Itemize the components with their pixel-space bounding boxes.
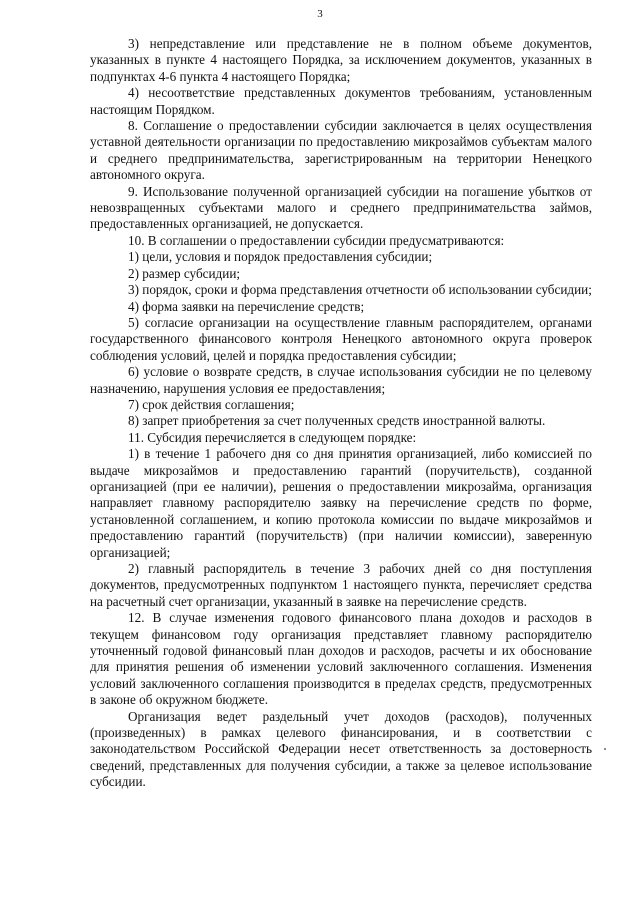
paragraph: 5) согласие организации на осуществление главным распорядителем, органами государственного финансового контроля Ненецкого автономного округа проверок соблюдения условий, целей и порядка предоставления субсидии; bbox=[90, 314, 592, 363]
paragraph: 9. Использование полученной организацией субсидии на погашение убытков от невозвращенных субъектами малого и среднего предпринимательства займов, предоставленных организацией, не допускается. bbox=[90, 183, 592, 232]
paragraph: 12. В случае изменения годового финансового плана доходов и расходов в текущем финансовом году организация представляет главному распорядителю уточненный годовой финансовый план доходов и расходов, расчеты и их обоснование для принятия решения об изменении условий заключенного соглашения. Изменения условий заключенного соглашения производится в пределах средств, предусмотренных в законе об окружном бюджете. bbox=[90, 610, 592, 708]
paragraph: 4) несоответствие представленных документов требованиям, установленным настоящим Порядком. bbox=[90, 85, 592, 117]
page-number: 3 bbox=[317, 8, 323, 20]
paragraph: 2) размер субсидии; bbox=[128, 265, 241, 281]
paragraph: 6) условие о возврате средств, в случае использования субсидии не по целевому назначению, нарушения условия ее предоставления; bbox=[90, 364, 592, 396]
paragraph: 1) в течение 1 рабочего дня со дня принятия организацией, либо комиссией по выдаче микрозаймов и предоставлению гарантий (поручительств), созданной организацией (при ее наличии), решения о предоставлении микрозайма, организация направляет главному распорядителю заявку на перечисление средств по форме, установленной соглашением, и копию протокола комиссии по выдаче микрозаймов и предоставлению гарантий (поручительств) (при наличии комиссии), заверенную организацией; bbox=[90, 446, 592, 560]
paragraph: 4) форма заявки на перечисление средств; bbox=[128, 298, 365, 314]
paragraph: 1) цели, условия и порядок предоставления субсидии; bbox=[128, 249, 433, 265]
paragraph: 8. Соглашение о предоставлении субсидии заключается в целях осуществления уставной деятельности организации по предоставлению микрозаймов субъектам малого и среднего предпринимательства, зарегистрированным на территории Ненецкого автономного округа. bbox=[90, 118, 592, 183]
paragraph: 11. Субсидия перечисляется в следующем порядке: bbox=[128, 429, 417, 445]
scan-speck bbox=[604, 748, 606, 750]
paragraph: 2) главный распорядитель в течение 3 рабочих дней со дня поступления документов, предусмотренных подпунктом 1 настоящего пункта, перечисляет средства на расчетный счет организации, указанный в заявке на перечисление средств. bbox=[90, 561, 592, 609]
paragraph: 3) непредставление или представление не в полном объеме документов, указанных в пункте 4 настоящего Порядка, за исключением документов, указанных в подпунктах 4-6 пункта 4 настоящего Порядка; bbox=[90, 36, 592, 84]
paragraph: Организация ведет раздельный учет доходов (расходов), полученных (произведенных) в рамках целевого финансирования, и в соответствии с законодательством Российской Федерации несет ответственность за достоверность сведений, представленных для получения субсидии, а также за целевое использование субсидии. bbox=[90, 708, 592, 790]
paragraph: 3) порядок, сроки и форма представления отчетности об использовании субсидии; bbox=[128, 282, 592, 298]
paragraph: 10. В соглашении о предоставлении субсидии предусматриваются: bbox=[128, 232, 505, 248]
document-body bbox=[90, 36, 592, 791]
paragraph: 8) запрет приобретения за счет полученных средств иностранной валюты. bbox=[128, 413, 546, 429]
paragraph: 7) срок действия соглашения; bbox=[128, 396, 295, 412]
